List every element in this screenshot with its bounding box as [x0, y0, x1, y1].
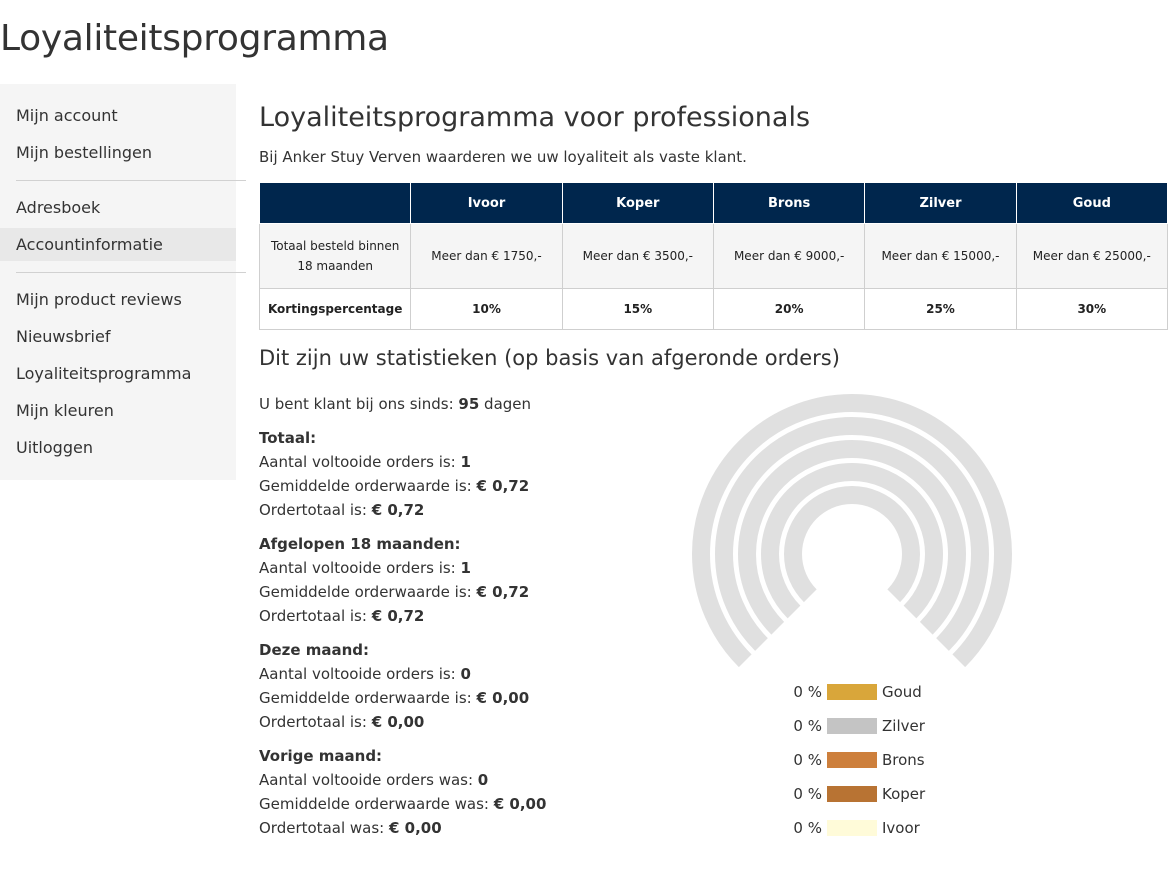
legend-percent: 0 %	[793, 683, 822, 701]
legend-label: Koper	[882, 785, 926, 803]
table-row-label: Kortingspercentage	[260, 289, 411, 330]
legend-label: Zilver	[882, 717, 925, 735]
table-cell: 20%	[713, 289, 864, 330]
account-sidebar	[0, 84, 236, 480]
stat-label: Ordertotaal was:	[259, 819, 389, 837]
stat-label: Gemiddelde orderwaarde is:	[259, 689, 477, 707]
table-cell: Meer dan € 25000,-	[1016, 224, 1167, 289]
stat-line	[259, 501, 424, 519]
sidebar-item-accountinformatie[interactable]: Accountinformatie	[0, 228, 236, 261]
legend-swatch	[827, 684, 877, 700]
table-cell: 10%	[411, 289, 562, 330]
sidebar-item-mijn-bestellingen[interactable]: Mijn bestellingen	[16, 143, 152, 162]
stats-group-heading: Vorige maand:	[259, 747, 383, 765]
table-header-brons: Brons	[713, 183, 864, 224]
stat-value: € 0,00	[493, 795, 547, 813]
stat-line	[259, 819, 442, 837]
loyalty-radial-chart	[660, 380, 1020, 680]
stat-line	[259, 689, 529, 707]
table-cell: Meer dan € 1750,-	[411, 224, 562, 289]
stat-label: Aantal voltooide orders is:	[259, 665, 461, 683]
stats-group-heading: Deze maand:	[259, 641, 370, 659]
table-header-ivoor: Ivoor	[411, 183, 562, 224]
stat-line	[259, 713, 424, 731]
loyalty-levels-table	[259, 182, 1168, 330]
legend-swatch	[827, 718, 877, 734]
sidebar-item-nieuwsbrief[interactable]: Nieuwsbrief	[16, 327, 111, 346]
stat-label: Ordertotaal is:	[259, 713, 372, 731]
legend-percent: 0 %	[793, 819, 822, 837]
legend-swatch	[827, 786, 877, 802]
stat-value: 1	[460, 559, 471, 577]
legend-percent: 0 %	[793, 785, 822, 803]
legend-label: Ivoor	[882, 819, 920, 837]
sidebar-divider	[16, 272, 246, 273]
customer-since-label: U bent klant bij ons sinds:	[259, 395, 459, 413]
stat-value: € 0,72	[371, 501, 425, 519]
section-subtitle: Bij Anker Stuy Verven waarderen we uw loyaliteit als vaste klant.	[259, 148, 747, 166]
stat-value: € 0,72	[476, 583, 530, 601]
customer-since-value: 95	[458, 395, 480, 413]
legend-percent: 0 %	[793, 717, 822, 735]
table-cell: 25%	[865, 289, 1016, 330]
stat-line	[259, 665, 471, 683]
sidebar-item-mijn-account[interactable]: Mijn account	[16, 106, 118, 125]
stat-line	[259, 795, 546, 813]
stat-label: Aantal voltooide orders was:	[259, 771, 478, 789]
stat-value: € 0,72	[371, 607, 425, 625]
stat-line	[259, 607, 424, 625]
stat-value: 1	[460, 453, 471, 471]
stat-value: € 0,72	[476, 477, 530, 495]
table-cell: 30%	[1016, 289, 1167, 330]
stat-label: Ordertotaal is:	[259, 607, 372, 625]
legend-label: Brons	[882, 751, 925, 769]
stat-value: € 0,00	[371, 713, 425, 731]
table-cell: Meer dan € 3500,-	[562, 224, 713, 289]
stats-group-heading: Afgelopen 18 maanden:	[259, 535, 461, 553]
stat-label: Aantal voltooide orders is:	[259, 559, 461, 577]
customer-since-unit: dagen	[479, 395, 532, 413]
stat-label: Gemiddelde orderwaarde is:	[259, 583, 477, 601]
table-header-zilver: Zilver	[865, 183, 1016, 224]
table-cell: Meer dan € 9000,-	[713, 224, 864, 289]
stat-line	[259, 559, 471, 577]
stat-label: Ordertotaal is:	[259, 501, 372, 519]
sidebar-item-adresboek[interactable]: Adresboek	[16, 198, 101, 217]
table-header-goud: Goud	[1016, 183, 1167, 224]
table-row	[260, 289, 1168, 330]
table-cell: Meer dan € 15000,-	[865, 224, 1016, 289]
stat-value: € 0,00	[388, 819, 442, 837]
legend-label: Goud	[882, 683, 922, 701]
legend-percent: 0 %	[793, 751, 822, 769]
stat-line	[259, 583, 529, 601]
stat-label: Gemiddelde orderwaarde was:	[259, 795, 494, 813]
stat-line	[259, 477, 529, 495]
sidebar-item-uitloggen[interactable]: Uitloggen	[16, 438, 93, 457]
table-header-row	[260, 183, 1168, 224]
table-header-empty	[260, 183, 411, 224]
radial-track-ivoor	[793, 495, 911, 596]
sidebar-item-mijn-kleuren[interactable]: Mijn kleuren	[16, 401, 114, 420]
legend-swatch	[827, 820, 877, 836]
table-row-label: Totaal besteld binnen 18 maanden	[260, 224, 411, 289]
customer-since	[259, 395, 531, 413]
sidebar-divider	[16, 180, 246, 181]
stat-value: 0	[460, 665, 471, 683]
stat-value: 0	[477, 771, 489, 789]
table-cell: 15%	[562, 289, 713, 330]
legend-swatch	[827, 752, 877, 768]
section-title: Loyaliteitsprogramma voor professionals	[259, 102, 811, 133]
stat-line	[259, 771, 488, 789]
table-header-koper: Koper	[562, 183, 713, 224]
page-title: Loyaliteitsprogramma	[0, 18, 389, 59]
stats-title: Dit zijn uw statistieken (op basis van afgeronde orders)	[259, 346, 840, 370]
stat-label: Aantal voltooide orders is:	[259, 453, 461, 471]
stat-label: Gemiddelde orderwaarde is:	[259, 477, 477, 495]
sidebar-item-product-reviews[interactable]: Mijn product reviews	[16, 290, 182, 309]
stats-group-heading: Totaal:	[259, 429, 317, 447]
sidebar-item-loyaliteitsprogramma[interactable]: Loyaliteitsprogramma	[16, 364, 192, 383]
stat-line	[259, 453, 471, 471]
stat-value: € 0,00	[476, 689, 530, 707]
table-row	[260, 224, 1168, 289]
